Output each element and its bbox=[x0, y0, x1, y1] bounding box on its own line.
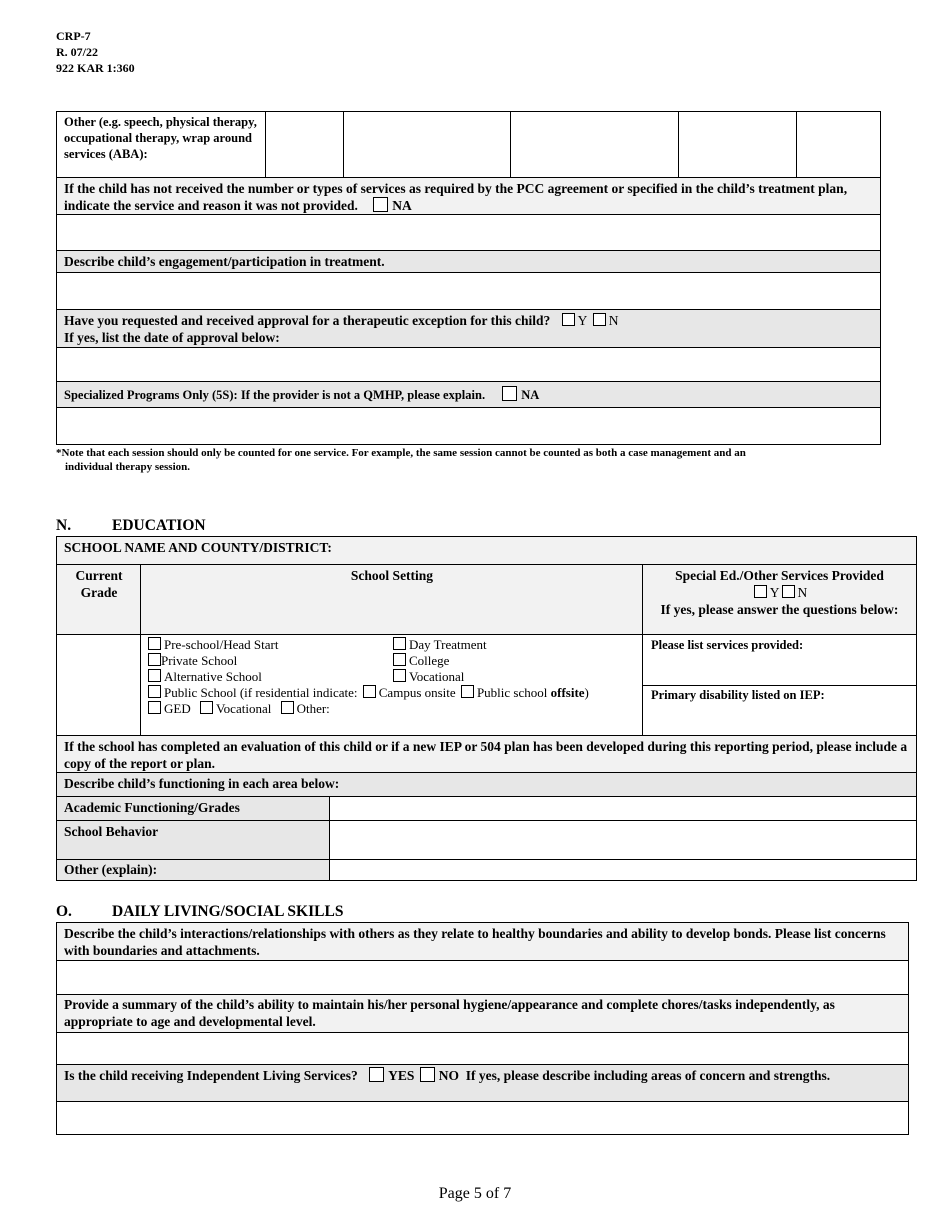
engagement-question bbox=[57, 251, 880, 273]
school-setting-header: School Setting bbox=[350, 568, 434, 583]
campus-onsite-checkbox[interactable] bbox=[363, 685, 376, 698]
ils-no-label: NO bbox=[438, 1068, 460, 1083]
campus-onsite-label: Campus onsite bbox=[378, 685, 456, 700]
vocational-label: Vocational bbox=[215, 701, 272, 716]
ils-answer[interactable] bbox=[57, 1102, 908, 1134]
primary-disability-label: Primary disability listed on IEP: bbox=[651, 688, 825, 702]
school-setting-options bbox=[148, 637, 638, 733]
daily-living-title: DAILY LIVING/SOCIAL SKILLS bbox=[112, 903, 344, 920]
primary-disability-cell[interactable] bbox=[643, 686, 916, 735]
special-ed-yes-checkbox[interactable] bbox=[754, 585, 767, 598]
setting-col1 bbox=[148, 637, 278, 685]
academic-answer[interactable] bbox=[330, 797, 916, 821]
school-name-label: SCHOOL NAME AND COUNTY/DISTRICT: bbox=[64, 540, 332, 555]
academic-label-cell bbox=[57, 797, 330, 821]
special-ed-followup: If yes, please answer the questions below: bbox=[660, 602, 899, 617]
na-checkbox[interactable] bbox=[373, 197, 388, 212]
engagement-answer[interactable] bbox=[57, 273, 880, 310]
special-ed-no-label: N bbox=[797, 585, 808, 600]
specialized-na-checkbox[interactable] bbox=[502, 386, 517, 401]
form-regulation: 922 KAR 1:360 bbox=[56, 61, 135, 75]
session-note-line2: individual therapy session. bbox=[65, 461, 191, 473]
hygiene-text: Provide a summary of the child’s ability to maintain his/her personal hygiene/appearance and complete chores/tasks independently, as appropriate to age and developmental level. bbox=[64, 997, 835, 1029]
public-school-label: Public School (if residential indicate: bbox=[164, 685, 358, 700]
day-treatment-checkbox[interactable] bbox=[393, 637, 406, 650]
preschool-label: Pre-school/Head Start bbox=[164, 637, 279, 652]
form-revision: R. 07/22 bbox=[56, 45, 98, 59]
other-explain-answer[interactable] bbox=[330, 860, 916, 880]
other-services-cell[interactable] bbox=[265, 111, 343, 177]
preschool-checkbox[interactable] bbox=[148, 637, 161, 650]
vocational-setting-checkbox[interactable] bbox=[393, 669, 406, 682]
evaluation-note bbox=[57, 735, 916, 773]
exception-text: Have you requested and received approval for a therapeutic exception for this child? bbox=[64, 313, 551, 328]
exception-yes-checkbox[interactable] bbox=[562, 313, 575, 326]
other-explain-label-cell bbox=[57, 860, 330, 880]
vocational-setting-label: Vocational bbox=[409, 669, 465, 684]
alternative-school-label: Alternative School bbox=[164, 669, 262, 684]
public-school-checkbox[interactable] bbox=[148, 685, 161, 698]
education-heading bbox=[56, 517, 206, 535]
functioning-label: Describe child’s functioning in each area below: bbox=[64, 776, 340, 791]
interactions-question bbox=[57, 923, 908, 961]
other-setting-label: Other: bbox=[296, 701, 330, 716]
day-treatment-label: Day Treatment bbox=[409, 637, 487, 652]
ils-text-suffix: If yes, please describe including areas of concern and strengths. bbox=[465, 1068, 831, 1083]
services-provided-cell[interactable] bbox=[643, 636, 916, 686]
college-label: College bbox=[409, 653, 450, 668]
special-ed-no-checkbox[interactable] bbox=[782, 585, 795, 598]
interactions-text: Describe the child’s interactions/relationships with others as they relate to healthy boundaries and ability to develop bonds. Please list concerns with boundaries and attachments. bbox=[64, 926, 886, 958]
engagement-text: Describe child’s engagement/participation in treatment. bbox=[64, 254, 385, 269]
private-school-label: Private School bbox=[161, 653, 238, 668]
ged-label: GED bbox=[164, 701, 191, 716]
special-ed-header bbox=[643, 567, 916, 618]
daily-living-letter: O. bbox=[56, 903, 72, 920]
other-setting-checkbox[interactable] bbox=[281, 701, 294, 714]
form-id: CRP-7 bbox=[56, 29, 91, 43]
exception-followup: If yes, list the date of approval below: bbox=[64, 330, 280, 345]
specialized-answer[interactable] bbox=[57, 408, 880, 444]
education-title: EDUCATION bbox=[112, 517, 206, 534]
col-divider bbox=[140, 565, 141, 736]
public-school-line: Public School (if residential indicate: Campus onsite Public school offsite) bbox=[148, 685, 589, 701]
exception-no-checkbox[interactable] bbox=[593, 313, 606, 326]
public-offsite-label-a: Public school bbox=[476, 685, 548, 700]
not-received-text: If the child has not received the number or types of services as required by the PCC agreement or specified in the child’s treatment plan, indicate the service and reason it was not provided. bbox=[64, 181, 848, 213]
other-explain-label: Other (explain): bbox=[64, 862, 158, 877]
private-school-checkbox[interactable] bbox=[148, 653, 161, 666]
ils-question bbox=[57, 1065, 908, 1102]
other-services-cell[interactable] bbox=[796, 111, 880, 177]
other-services-label: Other (e.g. speech, physical therapy, occupational therapy, wrap around services (ABA): bbox=[64, 115, 257, 161]
education-letter: N. bbox=[56, 517, 72, 534]
public-offsite-label-b: offsite bbox=[550, 685, 585, 700]
not-received-question bbox=[57, 178, 880, 215]
session-note bbox=[56, 446, 916, 474]
na-label: NA bbox=[392, 198, 412, 213]
specialized-text: Specialized Programs Only (5S): If the provider is not a QMHP, please explain. bbox=[64, 388, 486, 402]
exception-no-label: N bbox=[608, 313, 619, 328]
functioning-row bbox=[57, 773, 916, 797]
exception-yes-label: Y bbox=[577, 313, 588, 328]
ils-yes-label: YES bbox=[388, 1068, 415, 1083]
college-checkbox[interactable] bbox=[393, 653, 406, 666]
academic-label: Academic Functioning/Grades bbox=[64, 800, 240, 815]
public-offsite-checkbox[interactable] bbox=[461, 685, 474, 698]
behavior-answer[interactable] bbox=[330, 821, 916, 860]
special-ed-label: Special Ed./Other Services Provided bbox=[675, 568, 884, 583]
setting-col2 bbox=[393, 637, 487, 685]
other-services-cell[interactable] bbox=[678, 111, 796, 177]
hygiene-question bbox=[57, 995, 908, 1033]
form-header bbox=[56, 28, 135, 76]
other-services-cell[interactable] bbox=[343, 111, 510, 177]
session-note-line1: *Note that each session should only be counted for one service. For example, the same session cannot be counted as both a case management and an bbox=[56, 447, 746, 459]
specialized-question bbox=[57, 382, 880, 408]
exception-question bbox=[57, 310, 880, 348]
hygiene-answer[interactable] bbox=[57, 1033, 908, 1065]
ils-yes-checkbox[interactable] bbox=[369, 1067, 384, 1082]
other-services-row bbox=[56, 111, 881, 178]
ils-text-prefix: Is the child receiving Independent Living Services? bbox=[64, 1068, 358, 1083]
behavior-label: School Behavior bbox=[64, 824, 159, 839]
services-provided-label: Please list services provided: bbox=[651, 638, 804, 652]
vocational-checkbox[interactable] bbox=[200, 701, 213, 714]
ged-checkbox[interactable] bbox=[148, 701, 161, 714]
special-ed-yes-label: Y bbox=[769, 585, 780, 600]
page-number: Page 5 of 7 bbox=[438, 1185, 512, 1202]
alternative-school-checkbox[interactable] bbox=[148, 669, 161, 682]
current-grade-cell[interactable] bbox=[57, 636, 140, 735]
exception-answer[interactable] bbox=[57, 348, 880, 382]
daily-living-heading bbox=[56, 903, 344, 921]
ils-no-checkbox[interactable] bbox=[420, 1067, 435, 1082]
not-received-answer[interactable] bbox=[57, 215, 880, 251]
current-grade-header: Current Grade bbox=[75, 568, 123, 600]
behavior-label-cell bbox=[57, 821, 330, 860]
other-services-cell[interactable] bbox=[510, 111, 678, 177]
ged-line bbox=[148, 701, 330, 717]
evaluation-note-text: If the school has completed an evaluation of this child or if a new IEP or 504 plan has been developed during this reporting period, please include a copy of the report or plan. bbox=[64, 739, 908, 771]
school-name-row[interactable] bbox=[57, 537, 916, 565]
interactions-answer[interactable] bbox=[57, 961, 908, 995]
specialized-na-label: NA bbox=[521, 388, 540, 402]
